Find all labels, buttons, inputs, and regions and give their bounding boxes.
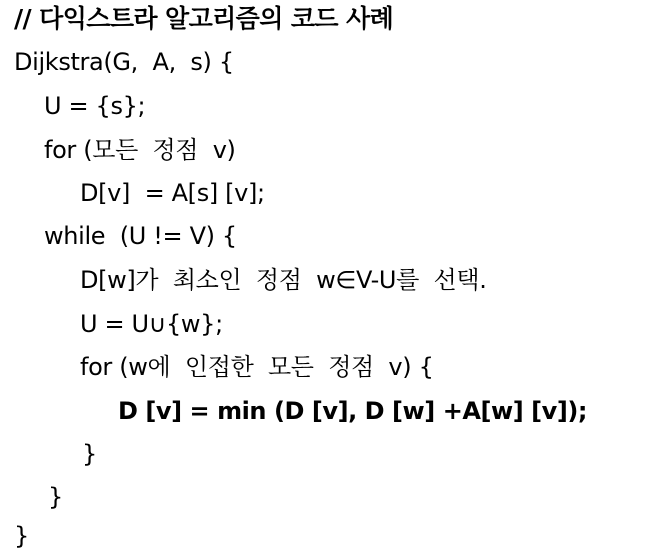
code-line-init-distance: D[v] = A[s] [v];: [80, 179, 265, 207]
code-line-close-function: }: [14, 522, 29, 550]
code-line-for-adjacent-vertices: for (w에 인접한 모든 정점 v) {: [80, 353, 434, 381]
code-line-select-min-vertex: D[w]가 최소인 정점 w∈V-U를 선택.: [80, 266, 487, 294]
code-line-for-all-vertices: for (모든 정점 v): [44, 136, 236, 164]
code-line-while-loop: while (U != V) {: [44, 222, 237, 250]
code-line-update-u: U = U∪{w};: [80, 310, 223, 338]
code-line-init-u: U = {s};: [44, 92, 146, 120]
code-line-close-for: }: [82, 440, 97, 468]
code-line-relaxation: D [v] = min (D [v], D [w] +A[w] [v]);: [118, 397, 588, 425]
code-line-function-signature: Dijkstra(G, A, s) {: [14, 48, 234, 76]
code-line-close-while: }: [48, 483, 63, 511]
code-title: // 다익스트라 알고리즘의 코드 사례: [14, 4, 394, 33]
